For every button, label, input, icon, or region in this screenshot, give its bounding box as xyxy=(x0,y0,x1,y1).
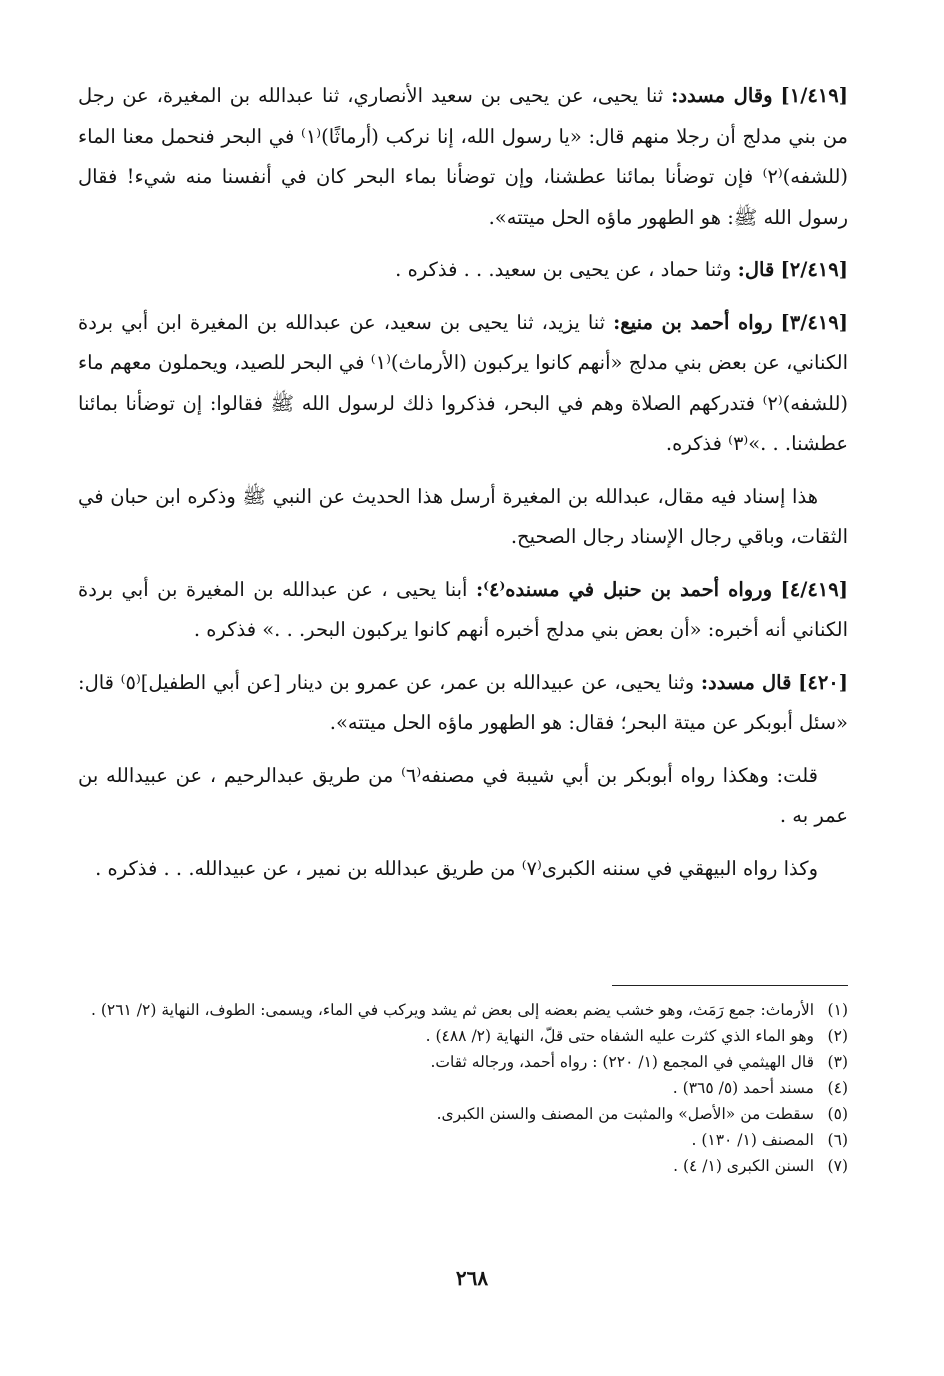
footnotes xyxy=(78,997,848,1179)
paragraph-commentary xyxy=(78,477,848,558)
footnote-number: (٥) xyxy=(827,1105,848,1123)
paragraph-419-1 xyxy=(78,76,848,238)
hadith-ref: [٤/٤١٩] xyxy=(780,577,848,601)
hadith-text: وثنا يحيى، عن عبيدالله بن عمر، عن عمرو بن دينار [عن أبي الطفيل]⁽٥⁾ قال: «سئل أبوبكر عن ميتة البحر؛ فقال: هو الطهور ماؤه الحل ميتته». xyxy=(78,670,848,734)
footnote-2 xyxy=(78,1023,848,1049)
footnote-text: قال الهيثمي في المجمع (١/ ٢٢٠) : رواه أحمد، ورجاله ثقات. xyxy=(430,1053,814,1071)
footnote-number: (٣) xyxy=(827,1053,848,1071)
footnote-1 xyxy=(78,997,848,1023)
paragraph-419-2 xyxy=(78,250,848,291)
paragraph-419-3 xyxy=(78,303,848,465)
paragraph-note-1 xyxy=(78,756,848,837)
hadith-text: ثنا يزيد، ثنا يحيى بن سعيد، عن عبدالله بن المغيرة ابن أبي بردة الكناني، عن بعض بني مدلج «أنهم كانوا يركبون (الأرماث)⁽١⁾ في البحر للصيد، ويحملون معهم ماء (للشفه)⁽٢⁾ فتدركهم الصلاة وهم في البحر، فذكروا ذلك لرسول الله ﷺ فقالوا: إن توضأنا بمائنا عطشنا. . .»⁽٣⁾ فذكره. xyxy=(78,310,848,455)
footnote-text: السنن الكبرى (١/ ٤) . xyxy=(673,1157,814,1175)
footnote-number: (٧) xyxy=(827,1157,848,1175)
hadith-lead: ورواه أحمد بن حنبل في مسنده⁽٤⁾: xyxy=(475,577,773,601)
footnote-text: المصنف (١/ ١٣٠) . xyxy=(691,1131,814,1149)
footnote-text: وهو الماء الذي كثرت عليه الشفاه حتى قلّ، النهاية (٢/ ٤٨٨) . xyxy=(425,1027,814,1045)
paragraph-420 xyxy=(78,663,848,744)
paragraph-note-2 xyxy=(78,849,848,890)
note-text: قلت: وهكذا رواه أبوبكر بن أبي شيبة في مصنفه⁽٦⁾ من طريق عبدالرحيم ، عن عبيدالله بن عمر به . xyxy=(78,763,848,827)
footnote-6 xyxy=(78,1127,848,1153)
hadith-lead: قال: xyxy=(737,258,775,281)
footnote-7 xyxy=(78,1153,848,1179)
footnote-text: سقطت من «الأصل» والمثبت من المصنف والسنن الكبرى. xyxy=(436,1105,814,1123)
footnote-5 xyxy=(78,1101,848,1127)
note-text: وكذا رواه البيهقي في سننه الكبرى⁽٧⁾ من طريق عبدالله بن نمير ، عن عبيدالله. . . فذكره . xyxy=(95,856,818,880)
footnote-text: الأرماث: جمع رَمَث، وهو خشب يضم بعضه إلى بعض ثم يشد ويركب في الماء، ويسمى: الطوف، النهاية (٢/ ٢٦١) . xyxy=(90,1001,814,1019)
hadith-ref: [١/٤١٩] xyxy=(780,84,848,107)
hadith-lead: قال مسدد: xyxy=(700,670,792,694)
footnote-divider xyxy=(612,985,848,986)
commentary-text: هذا إسناد فيه مقال، عبدالله بن المغيرة أرسل هذا الحديث عن النبي ﷺ وذكره ابن حبان في الثقات، وباقي رجال الإسناد رجال الصحيح. xyxy=(78,484,848,548)
main-text xyxy=(78,76,848,901)
hadith-lead: وقال مسدد: xyxy=(671,84,773,107)
hadith-text: وثنا حماد ، عن يحيى بن سعيد. . . فذكره . xyxy=(395,258,732,281)
footnote-text: مسند أحمد (٥/ ٣٦٥) . xyxy=(672,1079,814,1097)
hadith-ref: [٤٢٠] xyxy=(798,670,848,694)
hadith-ref: [٢/٤١٩] xyxy=(780,258,848,281)
footnote-number: (٤) xyxy=(827,1079,848,1097)
footnote-number: (٢) xyxy=(827,1027,848,1045)
hadith-lead: رواه أحمد بن منيع: xyxy=(613,310,773,334)
hadith-text: أبنا يحيى ، عن عبدالله بن المغيرة بن أبي بردة الكناني أنه أخبره: «أن بعض بني مدلج أخبره أنهم كانوا يركبون البحر. . .» فذكره . xyxy=(78,577,848,641)
footnote-3 xyxy=(78,1049,848,1075)
hadith-ref: [٣/٤١٩] xyxy=(780,310,848,334)
footnote-4 xyxy=(78,1075,848,1101)
paragraph-419-4 xyxy=(78,570,848,651)
footnote-number: (٦) xyxy=(827,1131,848,1149)
page-number: ٢٦٨ xyxy=(455,1266,489,1290)
footnote-number: (١) xyxy=(827,1001,848,1019)
hadith-text: ثنا يحيى، عن يحيى بن سعيد الأنصاري، ثنا عبدالله بن المغيرة، عن رجل من بني مدلج أن رجلا منهم قال: «يا رسول الله، إنا نركب (أرماثًا)⁽١⁾ في البحر فنحمل معنا الماء (للشفه)⁽٢⁾ فإن توضأنا بمائنا عطشنا، وإن توضأنا بماء البحر كان في أنفسنا منه شيء! فقال رسول الله ﷺ: هو الطهور ماؤه الحل ميتته». xyxy=(78,84,848,229)
